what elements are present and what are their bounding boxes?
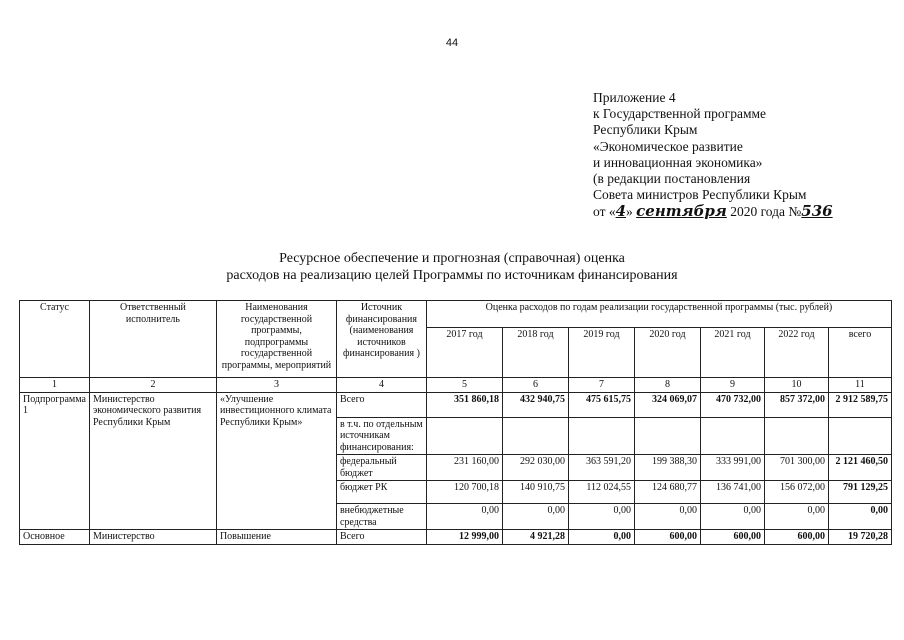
column-number: 4 bbox=[336, 378, 426, 393]
header-year: 2017 год bbox=[426, 328, 502, 378]
value-cell: 701 300,00 bbox=[764, 455, 828, 481]
header-executor: Ответственный исполнитель bbox=[89, 301, 216, 378]
column-number: 9 bbox=[700, 378, 764, 393]
document-title bbox=[0, 250, 904, 284]
page-number: 44 bbox=[445, 37, 459, 49]
source-cell: внебюджетные средства bbox=[336, 504, 426, 530]
value-cell: 600,00 bbox=[700, 530, 764, 545]
table-row bbox=[20, 530, 892, 545]
source-cell: Всего bbox=[336, 530, 426, 545]
header-year: 2021 год bbox=[700, 328, 764, 378]
appendix-line: (в редакции постановления bbox=[593, 171, 751, 187]
value-cell: 0,00 bbox=[502, 504, 568, 530]
value-cell: 600,00 bbox=[634, 530, 700, 545]
table-row bbox=[20, 392, 892, 417]
value-cell: 0,00 bbox=[764, 504, 828, 530]
header-estimate: Оценка расходов по годам реализации государственной программы (тыс. рублей) bbox=[426, 301, 891, 328]
source-cell: бюджет РК bbox=[336, 481, 426, 504]
value-cell: 470 732,00 bbox=[700, 392, 764, 417]
value-cell bbox=[764, 417, 828, 455]
column-number: 7 bbox=[568, 378, 634, 393]
value-cell: 363 591,20 bbox=[568, 455, 634, 481]
header-status: Статус bbox=[20, 301, 90, 378]
handwritten-number: 536 bbox=[801, 202, 833, 221]
value-cell: 0,00 bbox=[634, 504, 700, 530]
source-cell: федеральный бюджет bbox=[336, 455, 426, 481]
year-text: 2020 года № bbox=[730, 204, 802, 220]
value-cell: 0,00 bbox=[568, 530, 634, 545]
column-number-row bbox=[20, 378, 892, 393]
value-cell: 0,00 bbox=[828, 504, 891, 530]
appendix-line: Республики Крым bbox=[593, 122, 698, 138]
column-number: 10 bbox=[764, 378, 828, 393]
funding-table bbox=[19, 300, 892, 545]
handwritten-day: 4 bbox=[615, 202, 627, 221]
program-cell: Повышение bbox=[216, 530, 336, 545]
source-cell: Всего bbox=[336, 392, 426, 417]
value-cell: 0,00 bbox=[700, 504, 764, 530]
value-cell: 4 921,28 bbox=[502, 530, 568, 545]
program-cell: «Улучшение инвестиционного климата Республики Крым» bbox=[216, 392, 336, 530]
appendix-block bbox=[593, 90, 833, 221]
column-number: 3 bbox=[216, 378, 336, 393]
value-cell: 0,00 bbox=[426, 504, 502, 530]
value-cell: 124 680,77 bbox=[634, 481, 700, 504]
value-cell: 231 160,00 bbox=[426, 455, 502, 481]
value-cell: 2 121 460,50 bbox=[828, 455, 891, 481]
value-cell bbox=[700, 417, 764, 455]
value-cell: 432 940,75 bbox=[502, 392, 568, 417]
value-cell: 136 741,00 bbox=[700, 481, 764, 504]
value-cell: 19 720,28 bbox=[828, 530, 891, 545]
appendix-line: Приложение 4 bbox=[593, 90, 676, 105]
value-cell: 140 910,75 bbox=[502, 481, 568, 504]
column-number: 5 bbox=[426, 378, 502, 393]
header-total: всего bbox=[828, 328, 891, 378]
status-cell: Подпрограмма 1 bbox=[20, 392, 90, 530]
header-source: Источник финансирования (наименования источников финансирования ) bbox=[336, 301, 426, 378]
value-cell: 333 991,00 bbox=[700, 455, 764, 481]
value-cell: 475 615,75 bbox=[568, 392, 634, 417]
status-cell: Основное bbox=[20, 530, 90, 545]
title-line-1: Ресурсное обеспечение и прогнозная (справочная) оценка bbox=[279, 251, 625, 266]
appendix-line: и инновационная экономика» bbox=[593, 154, 763, 170]
value-cell: 120 700,18 bbox=[426, 481, 502, 504]
handwritten-month: сентября bbox=[636, 202, 727, 221]
value-cell: 857 372,00 bbox=[764, 392, 828, 417]
source-cell: в т.ч. по отдельным источникам финансирования: bbox=[336, 417, 426, 455]
header-year: 2022 год bbox=[764, 328, 828, 378]
header-year: 2020 год bbox=[634, 328, 700, 378]
value-cell: 156 072,00 bbox=[764, 481, 828, 504]
executor-cell: Министерство экономического развития Республики Крым bbox=[89, 392, 216, 530]
column-number: 6 bbox=[502, 378, 568, 393]
title-line-2: расходов на реализацию целей Программы по источникам финансирования bbox=[226, 268, 678, 283]
value-cell: 0,00 bbox=[568, 504, 634, 530]
value-cell bbox=[502, 417, 568, 455]
value-cell: 2 912 589,75 bbox=[828, 392, 891, 417]
value-cell: 600,00 bbox=[764, 530, 828, 545]
column-number: 2 bbox=[89, 378, 216, 393]
value-cell: 292 030,00 bbox=[502, 455, 568, 481]
executor-cell: Министерство bbox=[89, 530, 216, 545]
value-cell: 324 069,07 bbox=[634, 392, 700, 417]
appendix-line: «Экономическое развитие bbox=[593, 138, 743, 154]
value-cell bbox=[828, 417, 891, 455]
appendix-line: к Государственной программе bbox=[593, 106, 767, 122]
date-close: » bbox=[626, 204, 633, 220]
column-number: 1 bbox=[20, 378, 90, 393]
value-cell bbox=[568, 417, 634, 455]
value-cell: 112 024,55 bbox=[568, 481, 634, 504]
value-cell: 791 129,25 bbox=[828, 481, 891, 504]
value-cell: 199 388,30 bbox=[634, 455, 700, 481]
table-header-row bbox=[20, 301, 892, 328]
value-cell bbox=[634, 417, 700, 455]
column-number: 8 bbox=[634, 378, 700, 393]
header-year: 2019 год bbox=[568, 328, 634, 378]
value-cell: 351 860,18 bbox=[426, 392, 502, 417]
value-cell: 12 999,00 bbox=[426, 530, 502, 545]
appendix-line: Совета министров Республики Крым bbox=[593, 187, 807, 203]
date-prefix: от « bbox=[593, 204, 616, 220]
column-number: 11 bbox=[828, 378, 891, 393]
header-year: 2018 год bbox=[502, 328, 568, 378]
appendix-date-line bbox=[593, 203, 833, 220]
value-cell bbox=[426, 417, 502, 455]
header-program: Наименования государственной программы, подпрограммы государственной программы, мероприятий bbox=[216, 301, 336, 378]
